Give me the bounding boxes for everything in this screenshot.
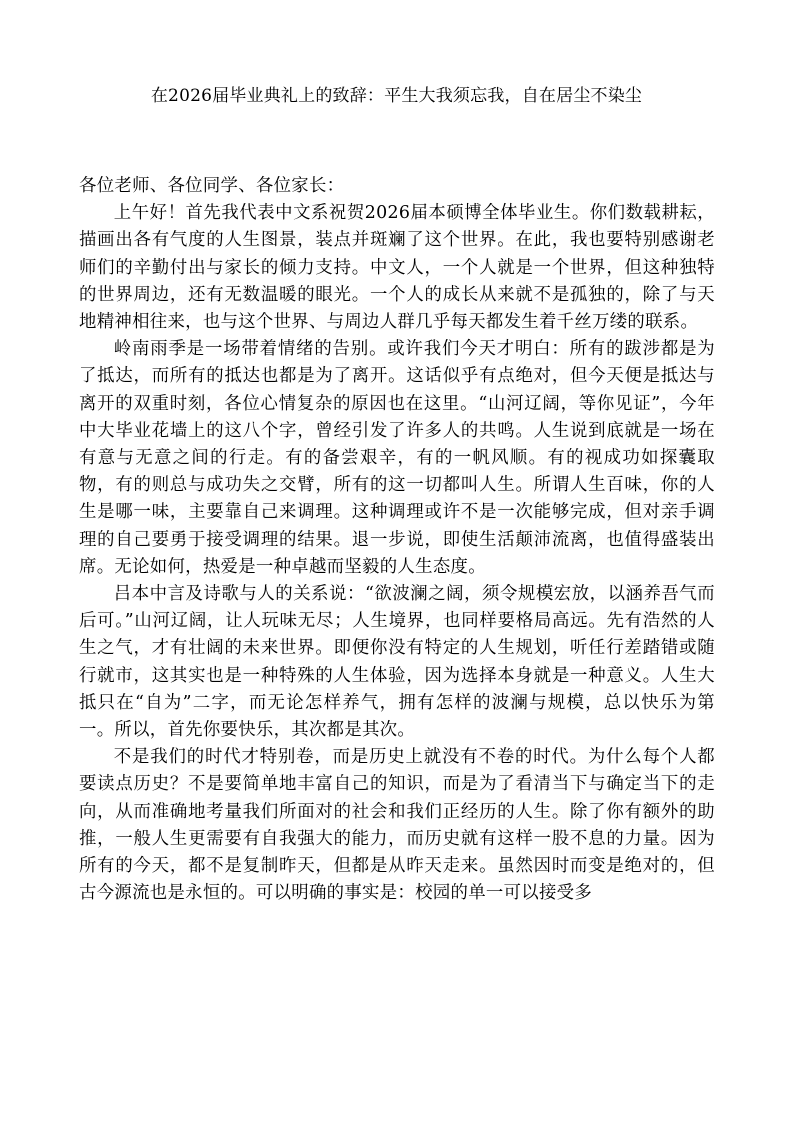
paragraph-1: 上午好！首先我代表中文系祝贺2026届本硕博全体毕业生。你们数载耕耘，描画出各有气度的人生图景，装点并斑斓了这个世界。在此，我也要特别感谢老师们的辛勤付出与家长的倾力支持。中文人，一个人就是一个世界，但这种独特的世界周边，还有无数温暖的眼光。一个人的成长从来就不是孤独的，除了与天地精神相往来，也与这个世界、与周边人群几乎每天都发生着千丝万缕的联系。 <box>79 203 715 333</box>
paragraph-4: 不是我们的时代才特别卷，而是历史上就没有不卷的时代。为什么每个人都要读点历史？不是要简单地丰富自己的知识，而是为了看清当下与确定当下的走向，从而准确地考量我们所面对的社会和我们正经历的人生。除了你有额外的助推，一般人生更需要有自我强大的能力，而历史就有这样一股不息的力量。因为所有的今天，都不是复制昨天，但都是从昨天走来。虽然因时而变是绝对的，但古今源流也是永恒的。可以明确的事实是：校园的单一可以接受多 <box>79 747 715 904</box>
paragraph-3: 吕本中言及诗歌与人的关系说：“欲波澜之阔，须令规模宏放，以涵养吾气而后可。”山河辽阔，让人玩味无尽；人生境界，也同样要格局高远。先有浩然的人生之气，才有壮阔的未来世界。即便你没有特定的人生规划，听任行差踏错或随行就市，这其实也是一种特殊的人生体验，因为选择本身就是一种意义。人生大抵只在“自为”二字，而无论怎样养气，拥有怎样的波澜与规模，总以快乐为第一。所以，首先你要快乐，其次都是其次。 <box>79 584 715 741</box>
document-body <box>79 173 715 907</box>
document-title: 在2026届毕业典礼上的致辞：平生大我须忘我，自在居尘不染尘 <box>150 86 643 106</box>
salutation: 各位老师、各位同学、各位家长： <box>79 176 345 196</box>
paragraph-2: 岭南雨季是一场带着情绪的告别。或许我们今天才明白：所有的跋涉都是为了抵达，而所有的抵达也都是为了离开。这话似乎有点绝对，但今天便是抵达与离开的双重时刻，各位心情复杂的原因也在这里。“山河辽阔，等你见证”，今年中大毕业花墙上的这八个字，曾经引发了许多人的共鸣。人生说到底就是一场在有意与无意之间的行走。有的备尝艰辛，有的一帆风顺。有的视成功如探囊取物，有的则总与成功失之交臂，所有的这一切都叫人生。所谓人生百味，你的人生是哪一味，主要靠自己来调理。这种调理或许不是一次能够完成，但对亲手调理的自己要勇于接受调理的结果。退一步说，即使生活颠沛流离，也值得盛装出席。无论如何，热爱是一种卓越而坚毅的人生态度。 <box>79 339 715 577</box>
